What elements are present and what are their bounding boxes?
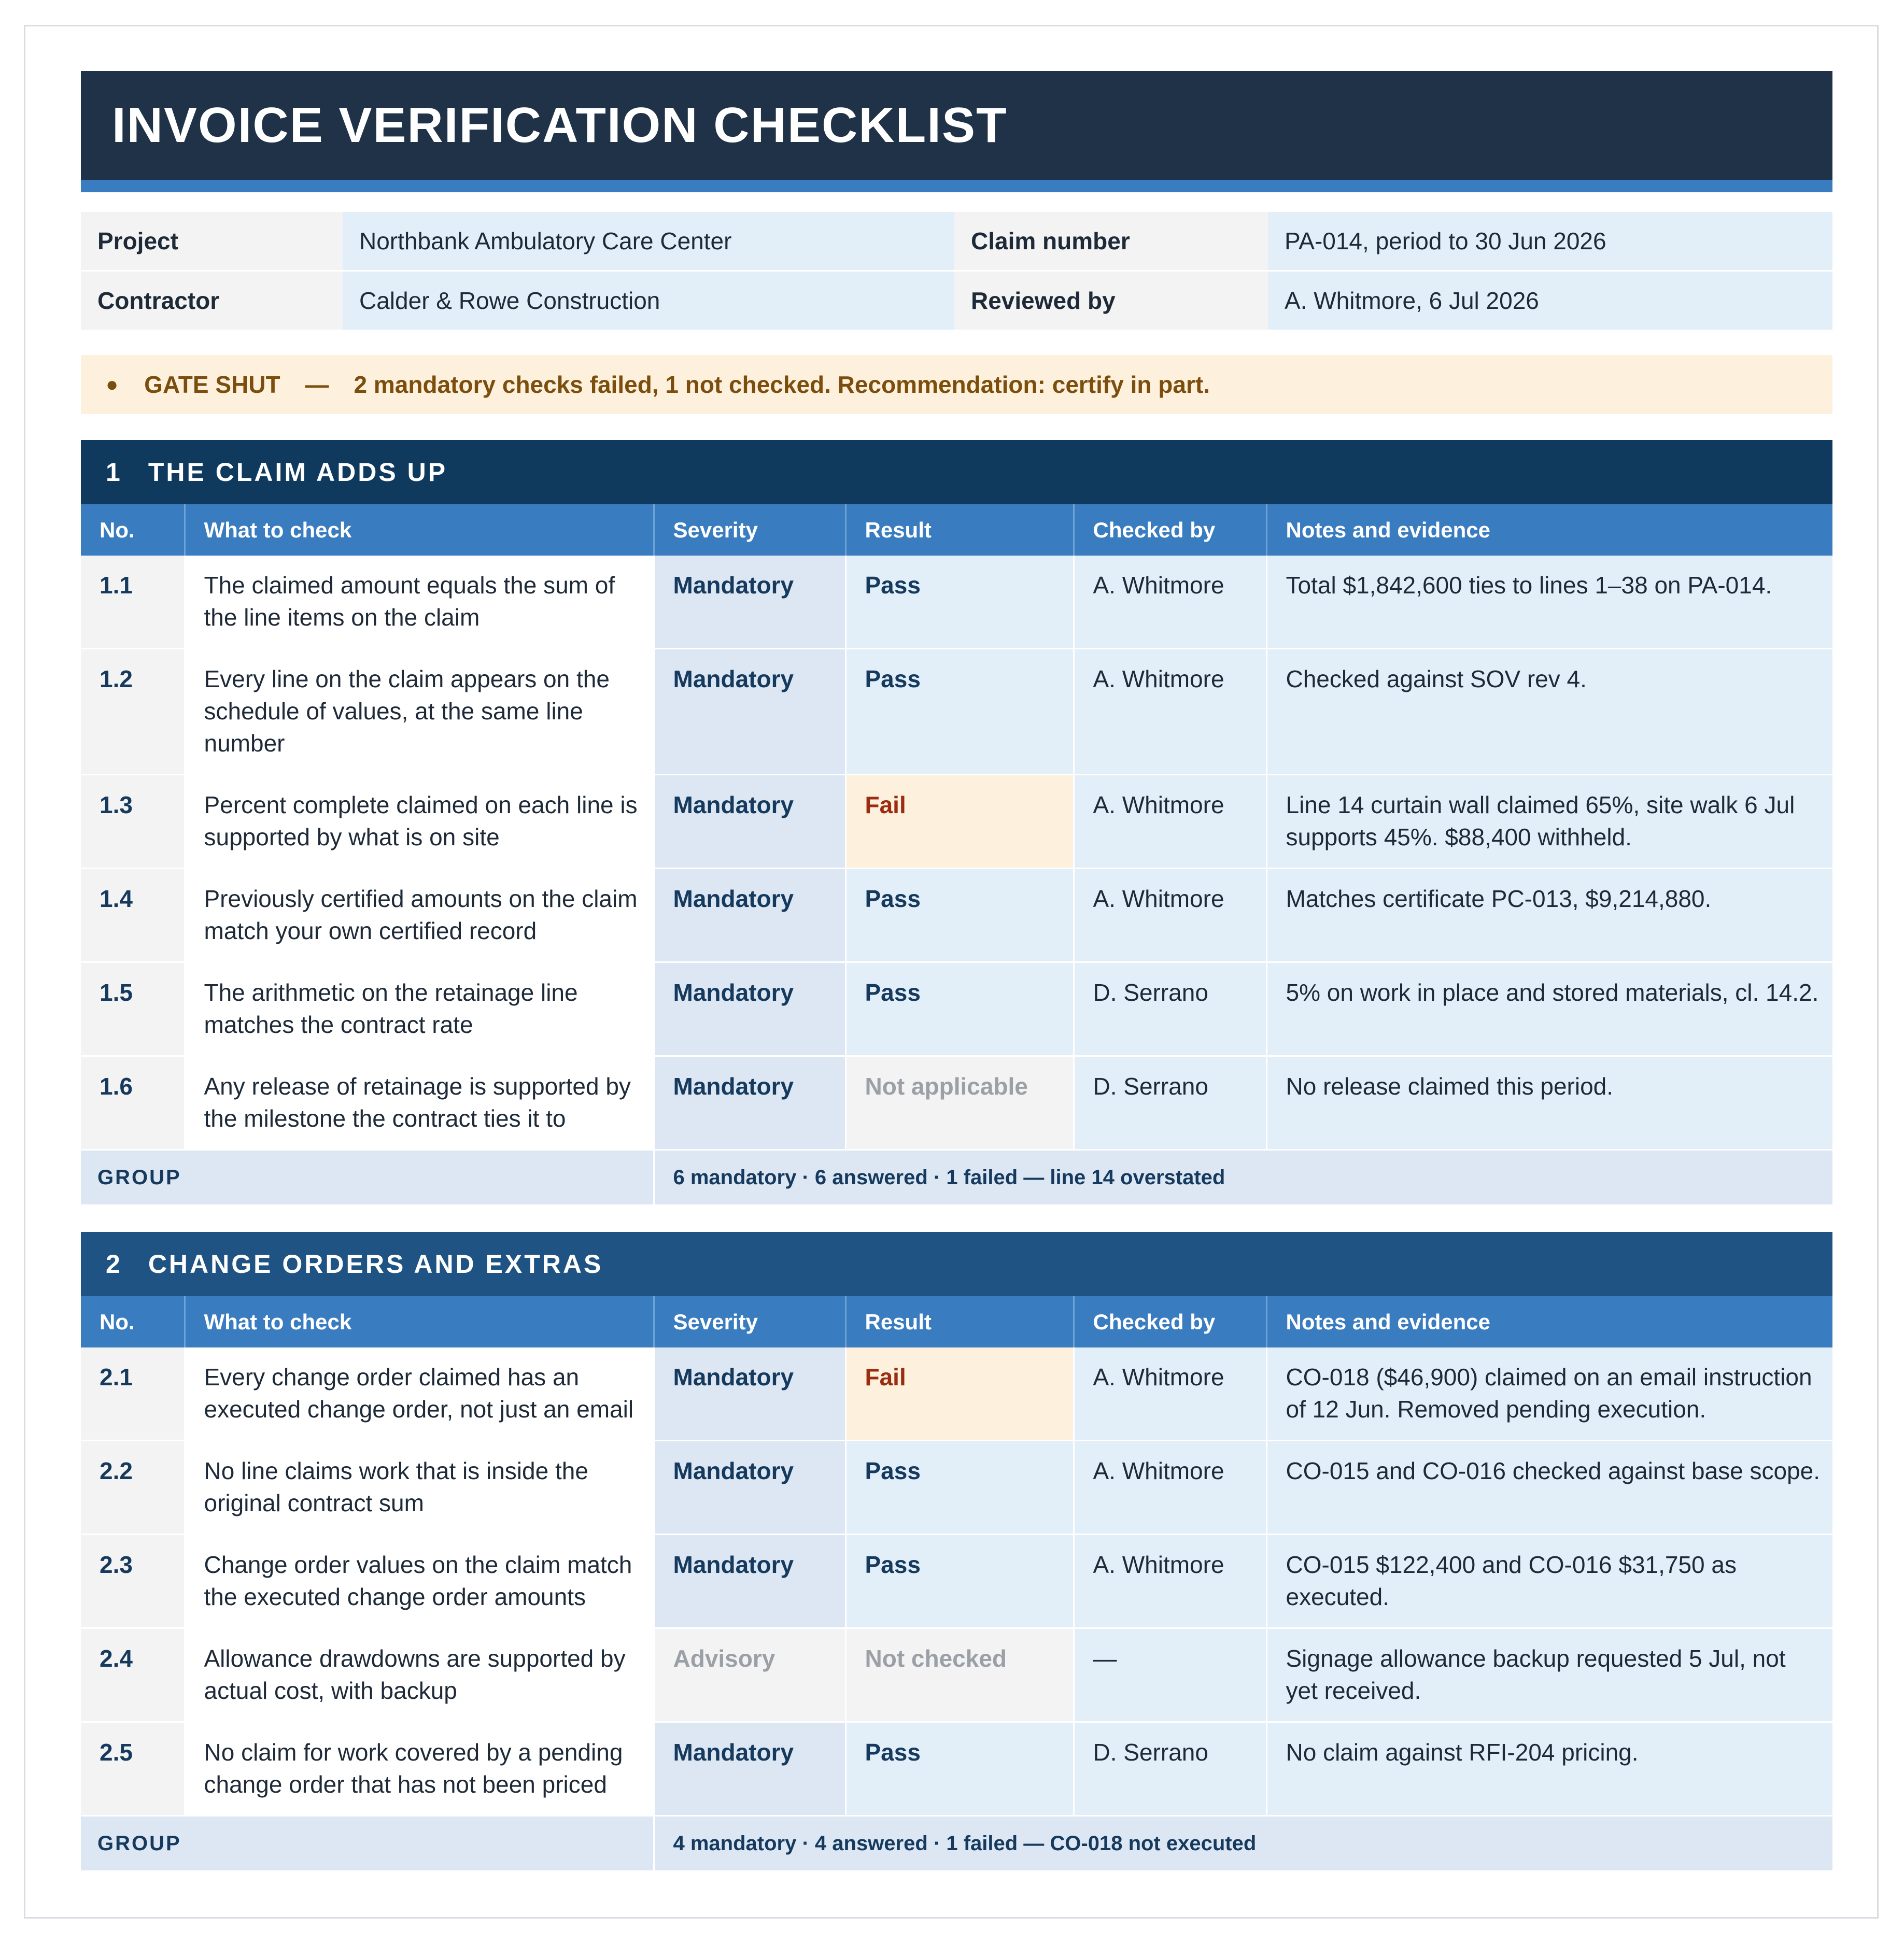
meta-table bbox=[81, 212, 1832, 331]
check-number: 2.1 bbox=[81, 1347, 185, 1441]
gate-status-banner bbox=[81, 355, 1832, 414]
table-row bbox=[81, 962, 1832, 1056]
claim-number-value: PA-014, period to 30 Jun 2026 bbox=[1268, 212, 1832, 271]
column-header-checked-by: Checked by bbox=[1074, 1296, 1266, 1347]
check-number: 1.4 bbox=[81, 869, 185, 962]
result-cell: Pass bbox=[845, 962, 1074, 1056]
result-cell: Pass bbox=[845, 556, 1074, 649]
section-title: CHANGE ORDERS AND EXTRAS bbox=[148, 1250, 603, 1279]
severity-cell: Mandatory bbox=[654, 869, 845, 962]
column-header-notes: Notes and evidence bbox=[1266, 504, 1832, 556]
meta-row bbox=[81, 212, 1832, 271]
notes-cell: Total $1,842,600 ties to lines 1–38 on PA-014. bbox=[1266, 556, 1832, 649]
table-row bbox=[81, 869, 1832, 962]
table-header-row bbox=[81, 504, 1832, 556]
group-summary: 6 mandatory · 6 answered · 1 failed — line 14 overstated bbox=[654, 1150, 1832, 1205]
meta-row bbox=[81, 271, 1832, 331]
check-number: 1.1 bbox=[81, 556, 185, 649]
checked-by-cell: D. Serrano bbox=[1074, 962, 1266, 1056]
status-bullet-icon: ● bbox=[106, 373, 119, 396]
check-number: 2.3 bbox=[81, 1535, 185, 1628]
notes-cell: Signage allowance backup requested 5 Jul, not yet received. bbox=[1266, 1628, 1832, 1722]
gate-status: GATE SHUT bbox=[144, 371, 280, 398]
result-cell: Pass bbox=[845, 869, 1074, 962]
checked-by-cell: D. Serrano bbox=[1074, 1722, 1266, 1816]
result-cell: Fail bbox=[845, 1347, 1074, 1441]
result-cell: Fail bbox=[845, 775, 1074, 869]
checked-by-cell: D. Serrano bbox=[1074, 1056, 1266, 1150]
column-header-severity: Severity bbox=[654, 1296, 845, 1347]
table-row bbox=[81, 1722, 1832, 1816]
notes-cell: 5% on work in place and stored materials, cl. 14.2. bbox=[1266, 962, 1832, 1056]
notes-cell: CO-015 $122,400 and CO-016 $31,750 as executed. bbox=[1266, 1535, 1832, 1628]
checked-by-cell: A. Whitmore bbox=[1074, 556, 1266, 649]
check-number: 2.5 bbox=[81, 1722, 185, 1816]
severity-cell: Mandatory bbox=[654, 1722, 845, 1816]
check-number: 1.2 bbox=[81, 649, 185, 775]
column-header-result: Result bbox=[845, 504, 1074, 556]
check-description: Percent complete claimed on each line is supported by what is on site bbox=[185, 775, 654, 869]
check-description: Previously certified amounts on the claim match your own certified record bbox=[185, 869, 654, 962]
result-cell: Pass bbox=[845, 1441, 1074, 1535]
check-description: Change order values on the claim match the executed change order amounts bbox=[185, 1535, 654, 1628]
column-header-what: What to check bbox=[185, 504, 654, 556]
check-number: 1.5 bbox=[81, 962, 185, 1056]
notes-cell: CO-018 ($46,900) claimed on an email instruction of 12 Jun. Removed pending execution. bbox=[1266, 1347, 1832, 1441]
checked-by-cell: A. Whitmore bbox=[1074, 1347, 1266, 1441]
column-header-no: No. bbox=[81, 1296, 185, 1347]
checked-by-cell: A. Whitmore bbox=[1074, 1535, 1266, 1628]
severity-cell: Mandatory bbox=[654, 962, 845, 1056]
checked-by-cell: A. Whitmore bbox=[1074, 869, 1266, 962]
check-description: The claimed amount equals the sum of the line items on the claim bbox=[185, 556, 654, 649]
project-value: Northbank Ambulatory Care Center bbox=[343, 212, 954, 271]
severity-cell: Mandatory bbox=[654, 649, 845, 775]
sections-container bbox=[81, 440, 1832, 1872]
column-header-severity: Severity bbox=[654, 504, 845, 556]
check-number: 1.6 bbox=[81, 1056, 185, 1150]
checked-by-cell: A. Whitmore bbox=[1074, 775, 1266, 869]
gate-message: 2 mandatory checks failed, 1 not checked. Recommendation: certify in part. bbox=[354, 371, 1210, 398]
check-description: The arithmetic on the retainage line matches the contract rate bbox=[185, 962, 654, 1056]
table-row bbox=[81, 1347, 1832, 1441]
reviewed-by-value: A. Whitmore, 6 Jul 2026 bbox=[1268, 271, 1832, 331]
column-header-checked-by: Checked by bbox=[1074, 504, 1266, 556]
column-header-no: No. bbox=[81, 504, 185, 556]
check-number: 1.3 bbox=[81, 775, 185, 869]
group-summary-row bbox=[81, 1816, 1832, 1871]
severity-cell: Mandatory bbox=[654, 1535, 845, 1628]
section-title: THE CLAIM ADDS UP bbox=[148, 458, 448, 487]
check-number: 2.4 bbox=[81, 1628, 185, 1722]
checked-by-cell: A. Whitmore bbox=[1074, 1441, 1266, 1535]
severity-cell: Mandatory bbox=[654, 775, 845, 869]
column-header-result: Result bbox=[845, 1296, 1074, 1347]
notes-cell: Matches certificate PC-013, $9,214,880. bbox=[1266, 869, 1832, 962]
group-label: GROUP bbox=[81, 1816, 654, 1871]
notes-cell: No release claimed this period. bbox=[1266, 1056, 1832, 1150]
table-row bbox=[81, 775, 1832, 869]
result-cell: Pass bbox=[845, 649, 1074, 775]
checklist-section bbox=[81, 440, 1832, 1206]
reviewed-by-label: Reviewed by bbox=[954, 271, 1268, 331]
checklist-section bbox=[81, 1232, 1832, 1872]
check-description: No line claims work that is inside the original contract sum bbox=[185, 1441, 654, 1535]
column-header-notes: Notes and evidence bbox=[1266, 1296, 1832, 1347]
severity-cell: Mandatory bbox=[654, 1056, 845, 1150]
table-header-row bbox=[81, 1296, 1832, 1347]
banner-separator: — bbox=[305, 371, 329, 398]
section-number: 1 bbox=[106, 458, 122, 487]
section-number: 2 bbox=[106, 1250, 122, 1279]
group-summary: 4 mandatory · 4 answered · 1 failed — CO-018 not executed bbox=[654, 1816, 1832, 1871]
severity-cell: Mandatory bbox=[654, 556, 845, 649]
check-description: Every change order claimed has an executed change order, not just an email bbox=[185, 1347, 654, 1441]
document-title: INVOICE VERIFICATION CHECKLIST bbox=[112, 97, 1008, 153]
checklist-table bbox=[81, 1296, 1832, 1872]
project-label: Project bbox=[81, 212, 343, 271]
contractor-value: Calder & Rowe Construction bbox=[343, 271, 954, 331]
title-bar bbox=[81, 71, 1832, 192]
column-header-what: What to check bbox=[185, 1296, 654, 1347]
claim-number-label: Claim number bbox=[954, 212, 1268, 271]
checklist-table bbox=[81, 504, 1832, 1206]
notes-cell: CO-015 and CO-016 checked against base scope. bbox=[1266, 1441, 1832, 1535]
checklist-document bbox=[81, 71, 1832, 1872]
severity-cell: Advisory bbox=[654, 1628, 845, 1722]
table-row bbox=[81, 556, 1832, 649]
group-label: GROUP bbox=[81, 1150, 654, 1205]
section-header bbox=[81, 440, 1832, 504]
check-number: 2.2 bbox=[81, 1441, 185, 1535]
group-summary-row bbox=[81, 1150, 1832, 1205]
notes-cell: No claim against RFI-204 pricing. bbox=[1266, 1722, 1832, 1816]
check-description: Any release of retainage is supported by the milestone the contract ties it to bbox=[185, 1056, 654, 1150]
checked-by-cell: A. Whitmore bbox=[1074, 649, 1266, 775]
table-row bbox=[81, 1628, 1832, 1722]
notes-cell: Line 14 curtain wall claimed 65%, site walk 6 Jul supports 45%. $88,400 withheld. bbox=[1266, 775, 1832, 869]
checked-by-cell: — bbox=[1074, 1628, 1266, 1722]
notes-cell: Checked against SOV rev 4. bbox=[1266, 649, 1832, 775]
contractor-label: Contractor bbox=[81, 271, 343, 331]
result-cell: Pass bbox=[845, 1535, 1074, 1628]
check-description: Every line on the claim appears on the schedule of values, at the same line number bbox=[185, 649, 654, 775]
severity-cell: Mandatory bbox=[654, 1441, 845, 1535]
check-description: Allowance drawdowns are supported by actual cost, with backup bbox=[185, 1628, 654, 1722]
result-cell: Not checked bbox=[845, 1628, 1074, 1722]
section-header bbox=[81, 1232, 1832, 1296]
table-row bbox=[81, 649, 1832, 775]
result-cell: Not applicable bbox=[845, 1056, 1074, 1150]
table-row bbox=[81, 1535, 1832, 1628]
table-row bbox=[81, 1441, 1832, 1535]
check-description: No claim for work covered by a pending change order that has not been priced bbox=[185, 1722, 654, 1816]
table-row bbox=[81, 1056, 1832, 1150]
result-cell: Pass bbox=[845, 1722, 1074, 1816]
severity-cell: Mandatory bbox=[654, 1347, 845, 1441]
